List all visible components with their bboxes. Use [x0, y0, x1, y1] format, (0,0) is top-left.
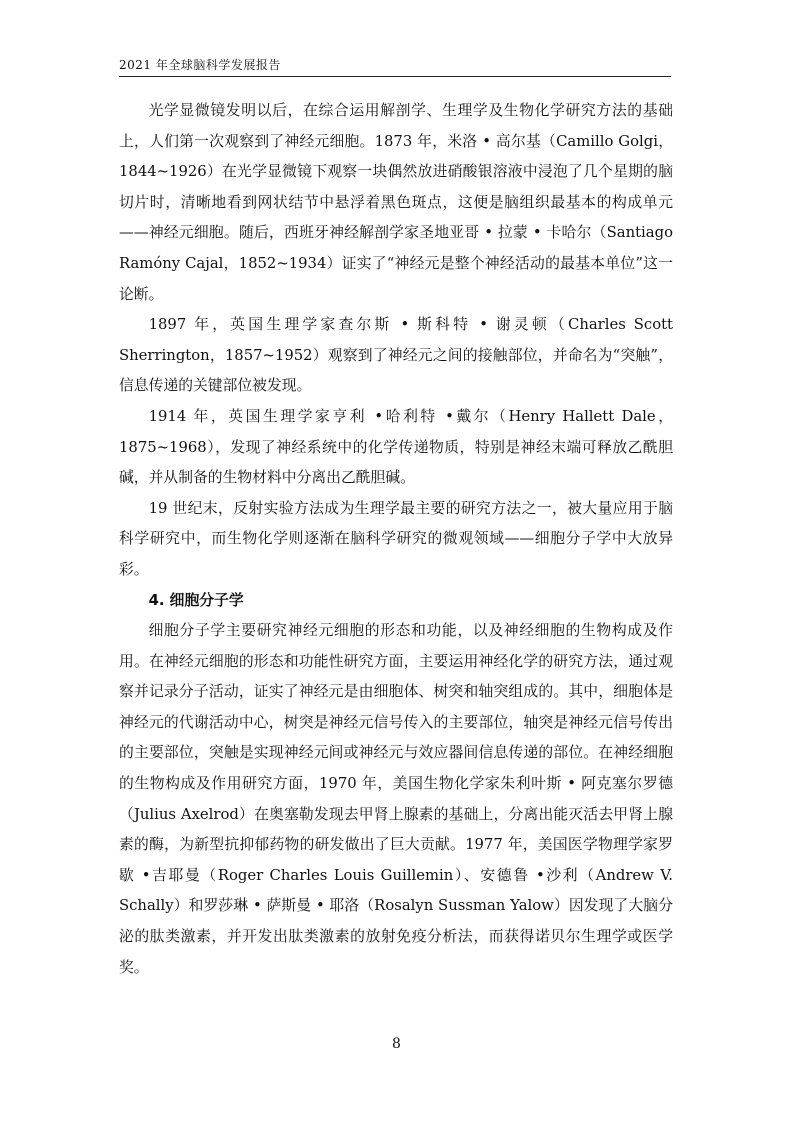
paragraph-golgi-cajal: 光学显微镜发明以后，在综合运用解剖学、生理学及生物化学研究方法的基础上，人们第一次观察到了神经元细胞。1873 年，米洛 • 高尔基（Camillo Golgi，1844~1926）在光学显微镜下观察一块偶然放进硝酸银溶液中浸泡了几个星期的脑切片时，清晰地看到网状结节中悬浮着黑色斑点，这便是脑组织最基本的构成单元——神经元细胞。随后，西班牙神经解剖学家圣地亚哥 • 拉蒙 • 卡哈尔（Santiago Ramóny Cajal，1852~1934）证实了“神经元是整个神经活动的最基本单位”这一论断。 [119, 102, 673, 303]
paragraph-cell-molecular: 细胞分子学主要研究神经元细胞的形态和功能，以及神经细胞的生物构成及作用。在神经元细胞的形态和功能性研究方面，主要运用神经化学的研究方法，通过观察并记录分子活动，证实了神经元是由细胞体、树突和轴突组成的。其中，细胞体是神经元的代谢活动中心，树突是神经元信号传入的主要部位，轴突是神经元信号传出的主要部位，突触是实现神经元间或神经元与效应器间信息传递的部位。在神经细胞的生物构成及作用研究方面，1970 年，美国生物化学家朱利叶斯 • 阿克塞尔罗德（Julius Axelrod）在奥塞勒发现去甲肾上腺素的基础上，分离出能灭活去甲肾上腺素的酶，为新型抗抑郁药物的研发做出了巨大贡献。1977 年，美国医学物理学家罗歇 •吉耶曼（Roger Charles Louis Guillemin）、安德鲁 •沙利（Andrew V. Schally）和罗莎琳 • 萨斯曼 • 耶洛（Rosalyn Sussman Yalow）因发现了大脑分泌的肽类激素，并开发出肽类激素的放射免疫分析法，而获得诺贝尔生理学或医学奖。 [119, 622, 673, 976]
section-heading: 4. 细胞分子学 [148, 591, 244, 609]
page-number: 8 [392, 1036, 401, 1052]
paragraph-sherrington: 1897 年，英国生理学家查尔斯 • 斯科特 • 谢灵顿（Charles Scott Sherrington，1857~1952）观察到了神经元之间的接触部位，并命名为“突触”，信息传递的关键部位被发现。 [119, 316, 673, 395]
page-header [119, 52, 671, 77]
body-text [119, 96, 673, 983]
paragraph-dale: 1914 年，英国生理学家亨利 •哈利特 •戴尔（Henry Hallett Dale，1875~1968），发现了神经系统中的化学传递物质，特别是神经末端可释放乙酰胆碱，并从制备的生物材料中分离出乙酰胆碱。 [119, 407, 673, 487]
paragraph-reflex-method: 19 世纪末，反射实验方法成为生理学最主要的研究方法之一，被大量应用于脑科学研究中，而生物化学则逐渐在脑科学研究的微观领域——细胞分子学中大放异彩。 [119, 499, 673, 578]
header-title: 2021 年全球脑科学发展报告 [119, 58, 281, 72]
